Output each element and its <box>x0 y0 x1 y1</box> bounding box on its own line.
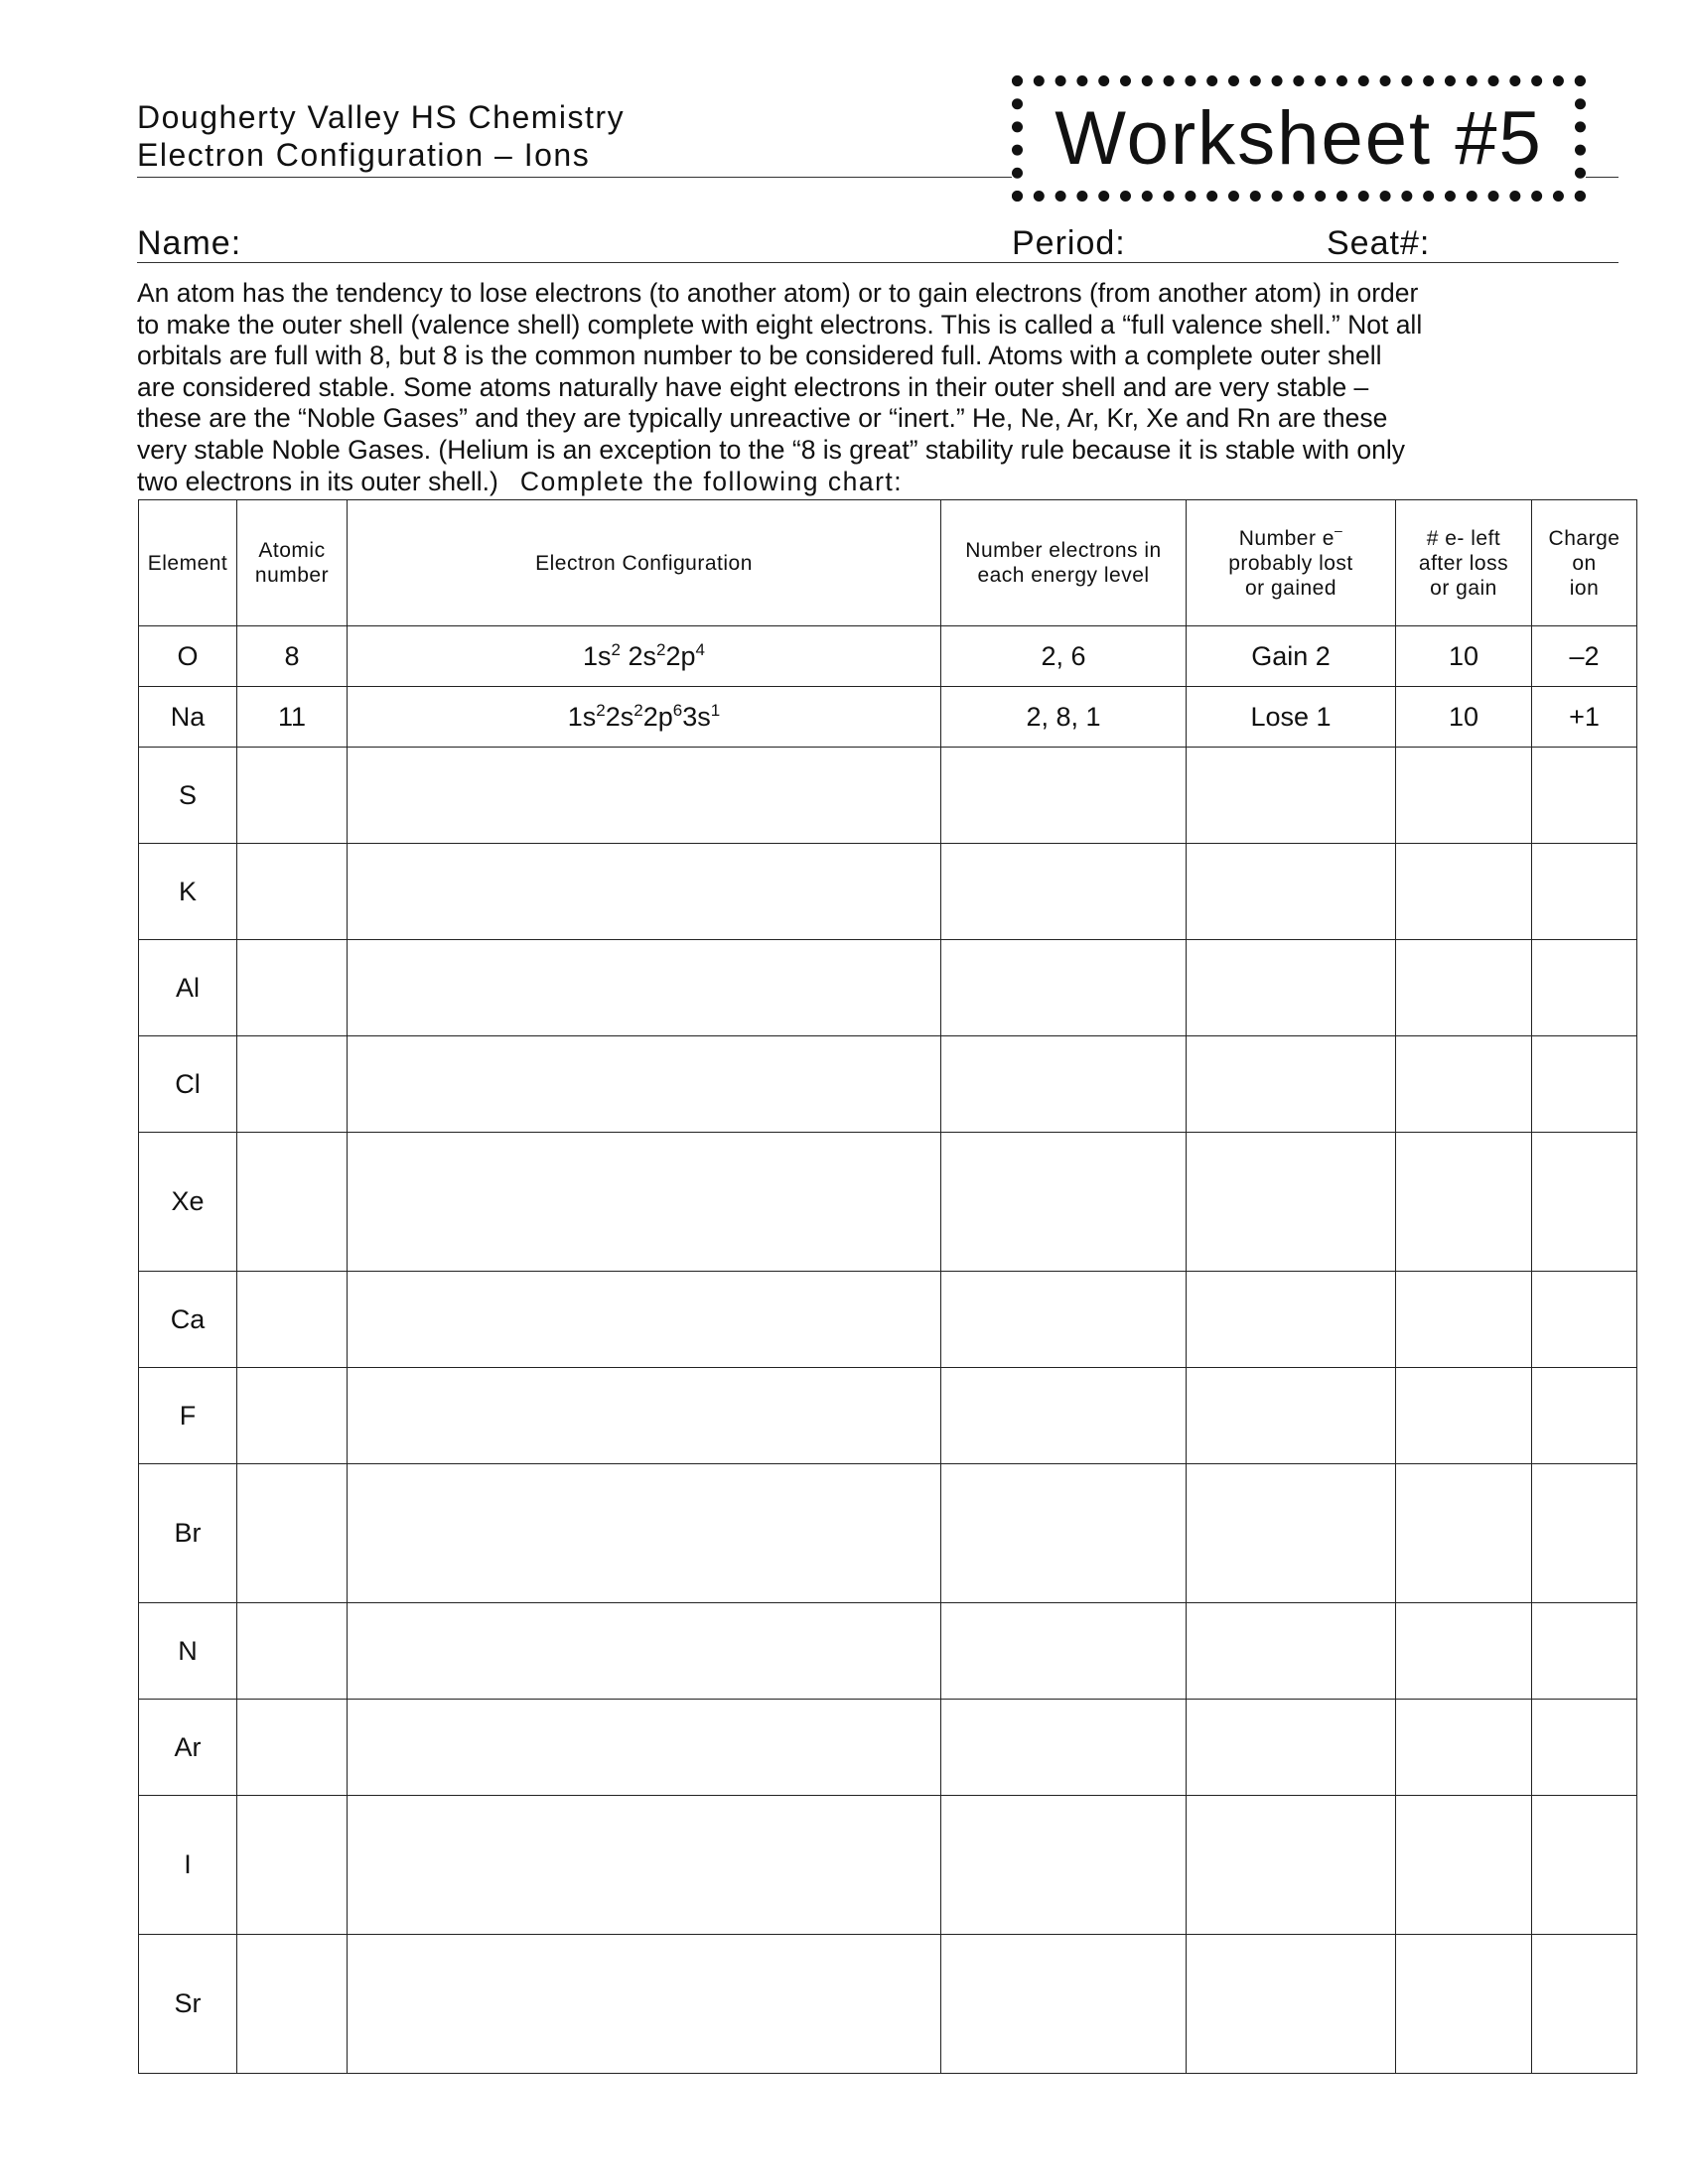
config-input[interactable] <box>348 844 941 940</box>
config-input[interactable] <box>348 1700 941 1796</box>
charge-input[interactable] <box>1532 844 1637 940</box>
lost-gained-input[interactable] <box>1187 1272 1396 1368</box>
energy-levels-cell: 2, 8, 1 <box>941 687 1187 748</box>
lost-gained-input[interactable] <box>1187 1036 1396 1133</box>
element-cell: Sr <box>139 1935 237 2074</box>
atomic-number-input[interactable] <box>237 1368 348 1464</box>
element-cell: Al <box>139 940 237 1036</box>
table-row <box>139 940 1637 1036</box>
element-cell: I <box>139 1796 237 1935</box>
electron-configuration-chart <box>138 499 1637 2074</box>
intro-last-line: two electrons in its outer shell.) <box>137 466 498 496</box>
energy-levels-input[interactable] <box>941 1464 1187 1603</box>
charge-input[interactable] <box>1532 1464 1637 1603</box>
electrons-left-input[interactable] <box>1396 1796 1532 1935</box>
atomic-number-input[interactable] <box>237 1603 348 1700</box>
table-row <box>139 1935 1637 2074</box>
intro-paragraph <box>137 278 1587 497</box>
atomic-number-input[interactable] <box>237 1036 348 1133</box>
header-charge: Charge on ion <box>1532 500 1637 626</box>
intro-line: An atom has the tendency to lose electrons (to another atom) or to gain electrons (from another atom) in order <box>137 278 1419 308</box>
element-cell: S <box>139 748 237 844</box>
charge-input[interactable] <box>1532 748 1637 844</box>
header-lost-gained: Number e– probably lost or gained <box>1187 500 1396 626</box>
worksheet-title-box <box>1012 75 1586 202</box>
atomic-number-input[interactable] <box>237 1796 348 1935</box>
element-cell: Ar <box>139 1700 237 1796</box>
table-row <box>139 1700 1637 1796</box>
charge-input[interactable] <box>1532 1272 1637 1368</box>
name-label: Name: <box>137 224 242 262</box>
name-line-divider <box>137 262 1618 263</box>
intro-line: are considered stable. Some atoms naturally have eight electrons in their outer shell and are very stable – <box>137 371 1369 402</box>
charge-input[interactable] <box>1532 1133 1637 1272</box>
table-header-row <box>139 500 1637 626</box>
config-cell: $1s^2$ $2s^22p^4$ <box>348 626 941 687</box>
atomic-number-input[interactable] <box>237 1935 348 2074</box>
electrons-left-input[interactable] <box>1396 748 1532 844</box>
worksheet-topic: Electron Configuration – Ions <box>137 137 591 173</box>
table-row <box>139 1368 1637 1464</box>
electrons-left-input[interactable] <box>1396 1272 1532 1368</box>
config-input[interactable] <box>348 1272 941 1368</box>
energy-levels-input[interactable] <box>941 1272 1187 1368</box>
lost-gained-input[interactable] <box>1187 1935 1396 2074</box>
atomic-number-input[interactable] <box>237 1464 348 1603</box>
lost-gained-input[interactable] <box>1187 844 1396 940</box>
electrons-left-input[interactable] <box>1396 844 1532 940</box>
element-cell: Xe <box>139 1133 237 1272</box>
table-row <box>139 1796 1637 1935</box>
atomic-number-input[interactable] <box>237 1272 348 1368</box>
energy-levels-input[interactable] <box>941 844 1187 940</box>
element-cell: O <box>139 626 237 687</box>
config-input[interactable] <box>348 748 941 844</box>
energy-levels-input[interactable] <box>941 748 1187 844</box>
charge-input[interactable] <box>1532 940 1637 1036</box>
lost-gained-input[interactable] <box>1187 748 1396 844</box>
config-input[interactable] <box>348 1133 941 1272</box>
electrons-left-input[interactable] <box>1396 1700 1532 1796</box>
charge-input[interactable] <box>1532 1368 1637 1464</box>
charge-cell: –2 <box>1532 626 1637 687</box>
school-name: Dougherty Valley HS Chemistry <box>137 99 626 135</box>
element-cell: Br <box>139 1464 237 1603</box>
seat-label: Seat#: <box>1327 224 1431 262</box>
element-cell: Na <box>139 687 237 748</box>
atomic-number-input[interactable] <box>237 1133 348 1272</box>
energy-levels-input[interactable] <box>941 1935 1187 2074</box>
energy-levels-input[interactable] <box>941 1700 1187 1796</box>
config-input[interactable] <box>348 1935 941 2074</box>
header-energy-levels: Number electrons in each energy level <box>941 500 1187 626</box>
element-cell: Cl <box>139 1036 237 1133</box>
electrons-left-input[interactable] <box>1396 1603 1532 1700</box>
energy-levels-input[interactable] <box>941 1036 1187 1133</box>
lost-gained-input[interactable] <box>1187 940 1396 1036</box>
charge-input[interactable] <box>1532 1036 1637 1133</box>
atomic-number-input[interactable] <box>237 844 348 940</box>
intro-line <box>137 467 1587 498</box>
table-row <box>139 1036 1637 1133</box>
energy-levels-input[interactable] <box>941 1796 1187 1935</box>
atomic-number-input[interactable] <box>237 748 348 844</box>
lost-gained-input[interactable] <box>1187 1464 1396 1603</box>
energy-levels-input[interactable] <box>941 1368 1187 1464</box>
table-row <box>139 844 1637 940</box>
electrons-left-input[interactable] <box>1396 1464 1532 1603</box>
config-cell: $1s^22s^22p^63s^1$ <box>348 687 941 748</box>
config-input[interactable] <box>348 1796 941 1935</box>
element-cell: Ca <box>139 1272 237 1368</box>
energy-levels-input[interactable] <box>941 1133 1187 1272</box>
header-element: Element <box>139 500 237 626</box>
lost-gained-cell: Lose 1 <box>1187 687 1396 748</box>
header-electrons-left: # e- left after loss or gain <box>1396 500 1532 626</box>
worksheet-title: Worksheet #5 <box>1055 96 1543 181</box>
period-label: Period: <box>1012 224 1126 262</box>
energy-levels-input[interactable] <box>941 1603 1187 1700</box>
intro-line: very stable Noble Gases. (Helium is an exception to the “8 is great” stability rule because it is stable with only <box>137 434 1406 465</box>
atomic-number-cell: 8 <box>237 626 348 687</box>
electrons-left-input[interactable] <box>1396 1935 1532 2074</box>
electrons-left-input[interactable] <box>1396 940 1532 1036</box>
header-electron-configuration: Electron Configuration <box>348 500 941 626</box>
electrons-left-cell: 10 <box>1396 626 1532 687</box>
table-row <box>139 748 1637 844</box>
table-row <box>139 1133 1637 1272</box>
lost-gained-input[interactable] <box>1187 1700 1396 1796</box>
config-input[interactable] <box>348 1464 941 1603</box>
electrons-left-input[interactable] <box>1396 1036 1532 1133</box>
header-atomic-number: Atomic number <box>237 500 348 626</box>
config-input[interactable] <box>348 1036 941 1133</box>
electrons-left-input[interactable] <box>1396 1133 1532 1272</box>
atomic-number-input[interactable] <box>237 1700 348 1796</box>
charge-cell: +1 <box>1532 687 1637 748</box>
charge-input[interactable] <box>1532 1796 1637 1935</box>
table-row <box>139 1272 1637 1368</box>
atomic-number-cell: 11 <box>237 687 348 748</box>
table-row <box>139 1464 1637 1603</box>
intro-line: orbitals are full with 8, but 8 is the common number to be considered full. Atoms with a complete outer shell <box>137 341 1382 371</box>
instruction-text: Complete the following chart: <box>519 466 904 496</box>
element-cell: F <box>139 1368 237 1464</box>
electrons-left-cell: 10 <box>1396 687 1532 748</box>
config-input[interactable] <box>348 1603 941 1700</box>
electrons-left-input[interactable] <box>1396 1368 1532 1464</box>
config-input[interactable] <box>348 940 941 1036</box>
charge-input[interactable] <box>1532 1935 1637 2074</box>
element-cell: N <box>139 1603 237 1700</box>
charge-input[interactable] <box>1532 1700 1637 1796</box>
intro-line: these are the “Noble Gases” and they are typically unreactive or “inert.” He, Ne, Ar, Kr, Xe and Rn are these <box>137 403 1388 434</box>
lost-gained-cell: Gain 2 <box>1187 626 1396 687</box>
charge-input[interactable] <box>1532 1603 1637 1700</box>
lost-gained-input[interactable] <box>1187 1368 1396 1464</box>
element-cell: K <box>139 844 237 940</box>
intro-line: to make the outer shell (valence shell) complete with eight electrons. This is called a “full valence shell.” Not all <box>137 309 1423 340</box>
lost-gained-input[interactable] <box>1187 1796 1396 1935</box>
lost-gained-input[interactable] <box>1187 1603 1396 1700</box>
energy-levels-cell: 2, 6 <box>941 626 1187 687</box>
table-row <box>139 626 1637 687</box>
table-row <box>139 687 1637 748</box>
table-row <box>139 1603 1637 1700</box>
lost-gained-input[interactable] <box>1187 1133 1396 1272</box>
config-input[interactable] <box>348 1368 941 1464</box>
atomic-number-input[interactable] <box>237 940 348 1036</box>
energy-levels-input[interactable] <box>941 940 1187 1036</box>
